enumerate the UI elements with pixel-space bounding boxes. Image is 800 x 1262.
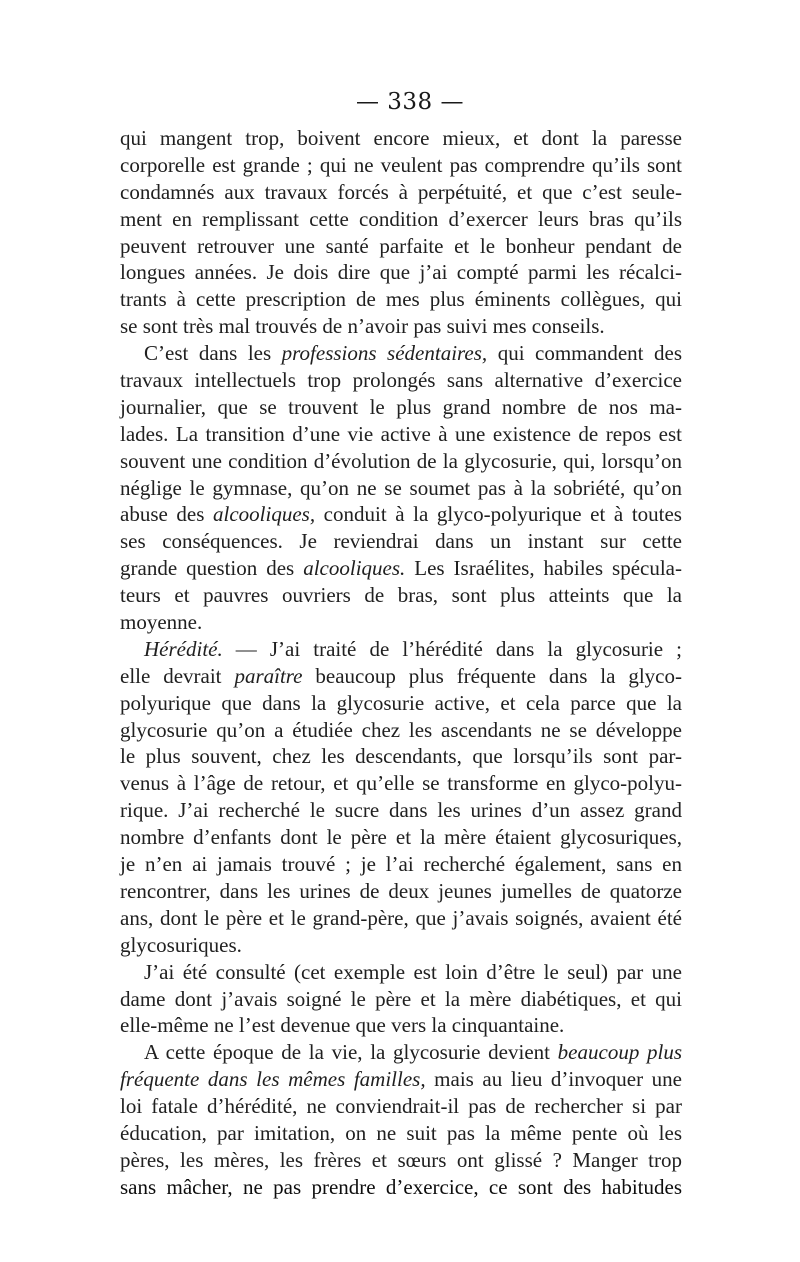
text-line: rencontrer, dans les urines de deux jeunes jumelles de quatorze [120, 878, 682, 903]
text-line: ses conséquences. Je reviendrai dans un instant sur cette [120, 529, 682, 554]
text-line [120, 555, 682, 582]
text-line: qui mangent trop, boivent encore mieux, et dont la paresse [120, 126, 682, 150]
text-line: pères, les mères, les frères et sœurs ont glissé ? Manger trop [120, 1147, 682, 1172]
text-line: corporelle est grande ; qui ne veulent pas comprendre qu’ils sont [120, 152, 682, 177]
text-line [120, 501, 682, 528]
text-line: travaux intellectuels trop prolongés sans alternative d’exercice [120, 368, 682, 393]
text-run: mais au lieu d’invoquer une [425, 1067, 682, 1092]
text-line: le plus souvent, chez les descendants, que lorsqu’ils sont par- [120, 744, 682, 769]
text-line: peuvent retrouver une santé parfaite et le bonheur pendant de [120, 233, 682, 258]
text-run: abuse des [120, 502, 213, 527]
text-line: journalier, que se trouvent le plus grand nombre de nos ma- [120, 394, 682, 419]
text-line: elle-même ne l’est devenue que vers la cinquantaine. [120, 1013, 565, 1038]
text-line: souvent une condition d’évolution de la glycosurie, qui, lorsqu’on [120, 448, 682, 473]
text-line: loi fatale d’hérédité, ne conviendrait-il pas de rechercher si par [120, 1094, 682, 1119]
text-line [120, 1066, 682, 1093]
italic-run: fréquente dans les mêmes familles, [120, 1067, 426, 1092]
text-line: venus à l’âge de retour, et qu’elle se transforme en glyco-polyu- [120, 771, 682, 796]
italic-run: alcooliques. [303, 556, 406, 581]
text-line: se sont très mal trouvés de n’avoir pas suivi mes conseils. [120, 314, 605, 339]
text-line [120, 1039, 682, 1066]
text-run: grande question des [120, 556, 304, 581]
italic-run: beaucoup plus [557, 1040, 682, 1065]
italic-run: paraître [234, 663, 303, 688]
text-line: je n’en ai jamais trouvé ; je l’ai recherché également, sans en [120, 852, 682, 877]
text-run: C’est dans les [144, 341, 282, 366]
text-line: condamnés aux travaux forcés à perpétuité, et que c’est seule- [120, 179, 682, 204]
text-line: glycosuriques. [120, 932, 242, 957]
text-run: qui commandent des [487, 341, 682, 366]
text-line [120, 340, 682, 367]
text-line: glycosurie qu’on a étudiée chez les ascendants ne se développe [120, 717, 682, 742]
text-run: — J’ai traité de l’hérédité dans la glycosurie ; [222, 636, 682, 661]
page-number: — 338 — [355, 89, 465, 115]
text-line: ment en remplissant cette condition d’exercer leurs bras qu’ils [120, 206, 682, 231]
text-line [120, 663, 682, 690]
text-line: polyurique que dans la glycosurie active, et cela parce que la [120, 690, 682, 715]
text-run: beaucoup plus fréquente dans la glyco- [302, 663, 682, 688]
text-run: conduit à la glyco-polyurique et à toutes [315, 502, 682, 527]
text-line: J’ai été consulté (cet exemple est loin d’être le seul) par une [144, 959, 682, 984]
text-line [120, 636, 682, 663]
text-line: éducation, par imitation, on ne suit pas la même pente où les [120, 1120, 682, 1145]
text-run: Les Israélites, habiles spécula- [405, 556, 682, 581]
italic-run: Hérédité. [144, 636, 223, 661]
text-line: moyenne. [120, 610, 203, 635]
italic-run: alcooliques, [213, 502, 316, 527]
text-line: dame dont j’avais soigné le père et la mère diabétiques, et qui [120, 986, 682, 1011]
text-line: trants à cette prescription de mes plus éminents collègues, qui [120, 287, 682, 312]
text-line: nombre d’enfants dont le père et la mère étaient glycosuriques, [120, 825, 682, 850]
italic-run: professions sédentaires, [281, 341, 488, 366]
text-line: longues années. Je dois dire que j’ai compté parmi les récalci- [120, 260, 682, 285]
text-run: elle devrait [120, 663, 235, 688]
text-line: lades. La transition d’une vie active à une existence de repos est [120, 421, 682, 446]
text-line: rique. J’ai recherché le sucre dans les urines d’un assez grand [120, 798, 682, 823]
text-run: A cette époque de la vie, la glycosurie devient [144, 1040, 558, 1065]
body-text [120, 125, 682, 1201]
text-line: néglige le gymnase, qu’on ne se soumet pas à la sobriété, qu’on [120, 475, 682, 500]
text-line: ans, dont le père et le grand-père, que j’avais soignés, avaient été [120, 905, 682, 930]
text-line: teurs et pauvres ouvriers de bras, sont plus atteints que la [120, 583, 682, 608]
text-line: sans mâcher, ne pas prendre d’exercice, ce sont des habitudes [120, 1174, 682, 1199]
